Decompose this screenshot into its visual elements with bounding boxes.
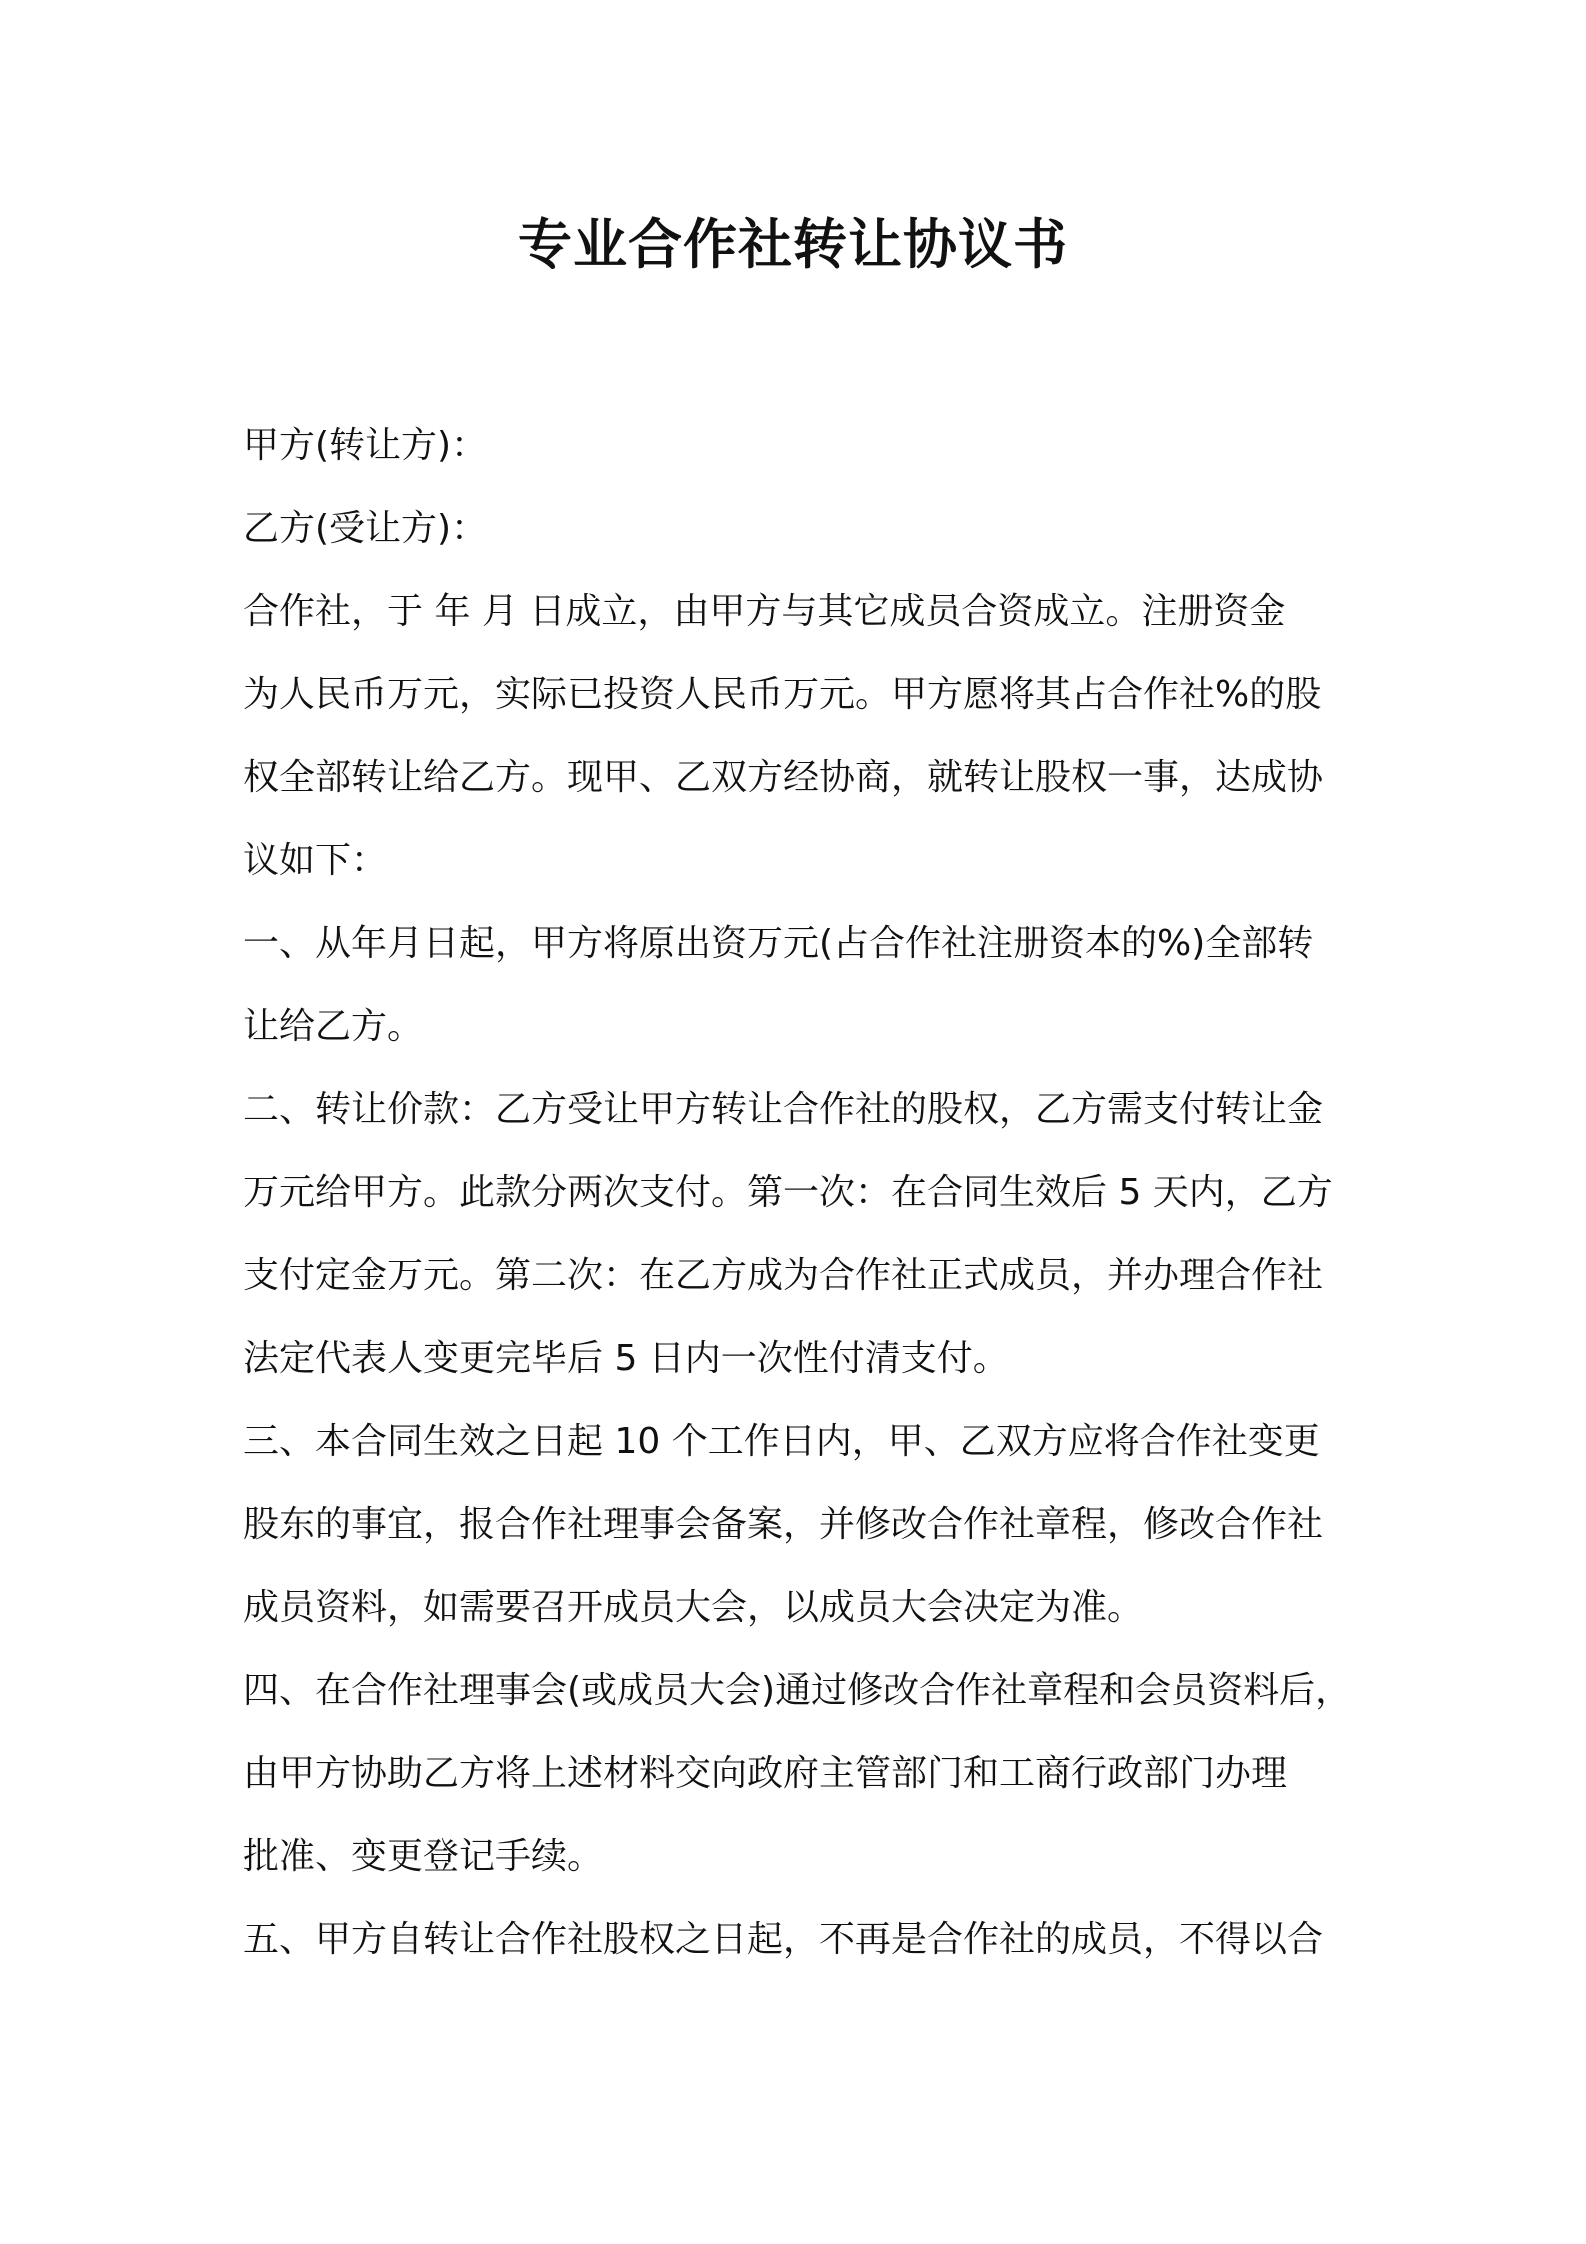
clause-4-line-3: 批准、变更登记手续。 (243, 1836, 604, 1877)
clause-1-line-2: 让给乙方。 (243, 1006, 424, 1047)
intro-line-4: 议如下： (243, 840, 388, 881)
party-b-line: 乙方(受让方)： (243, 508, 488, 549)
clause-1-line-1: 一、从年月日起，甲方将原出资万元(占合作社注册资本的%)全部转 (243, 923, 1314, 964)
clause-5-line-1: 五、甲方自转让合作社股权之日起，不再是合作社的成员，不得以合 (243, 1919, 1324, 1960)
clause-2-line-3: 支付定金万元。第二次：在乙方成为合作社正式成员，并办理合作社 (243, 1255, 1324, 1296)
clause-3-line-2: 股东的事宜，报合作社理事会备案，并修改合作社章程，修改合作社 (243, 1504, 1324, 1545)
clause-4-line-1: 四、在合作社理事会(或成员大会)通过修改合作社章程和会员资料后， (243, 1670, 1352, 1711)
clause-2-line-2: 万元给甲方。此款分两次支付。第一次：在合同生效后 5 天内，乙方 (243, 1172, 1333, 1213)
clause-4-line-2: 由甲方协助乙方将上述材料交向政府主管部门和工商行政部门办理 (243, 1753, 1288, 1794)
party-a-line: 甲方(转让方)： (243, 425, 488, 466)
intro-line-2: 为人民币万元，实际已投资人民币万元。甲方愿将其占合作社%的股 (243, 674, 1322, 715)
document-title: 专业合作社转让协议书 (518, 213, 1068, 276)
document-body (243, 404, 1373, 1981)
clause-2-line-4: 法定代表人变更完毕后 5 日内一次性付清支付。 (243, 1338, 1009, 1379)
clause-3-line-1: 三、本合同生效之日起 10 个工作日内，甲、乙双方应将合作社变更 (243, 1421, 1320, 1462)
clause-2-line-1: 二、转让价款：乙方受让甲方转让合作社的股权，乙方需支付转让金 (243, 1089, 1324, 1130)
intro-line-3: 权全部转让给乙方。现甲、乙双方经协商，就转让股权一事，达成协 (243, 757, 1324, 798)
intro-line-1: 合作社，于 年 月 日成立，由甲方与其它成员合资成立。注册资金 (243, 591, 1286, 632)
clause-3-line-3: 成员资料，如需要召开成员大会，以成员大会决定为准。 (243, 1587, 1144, 1628)
